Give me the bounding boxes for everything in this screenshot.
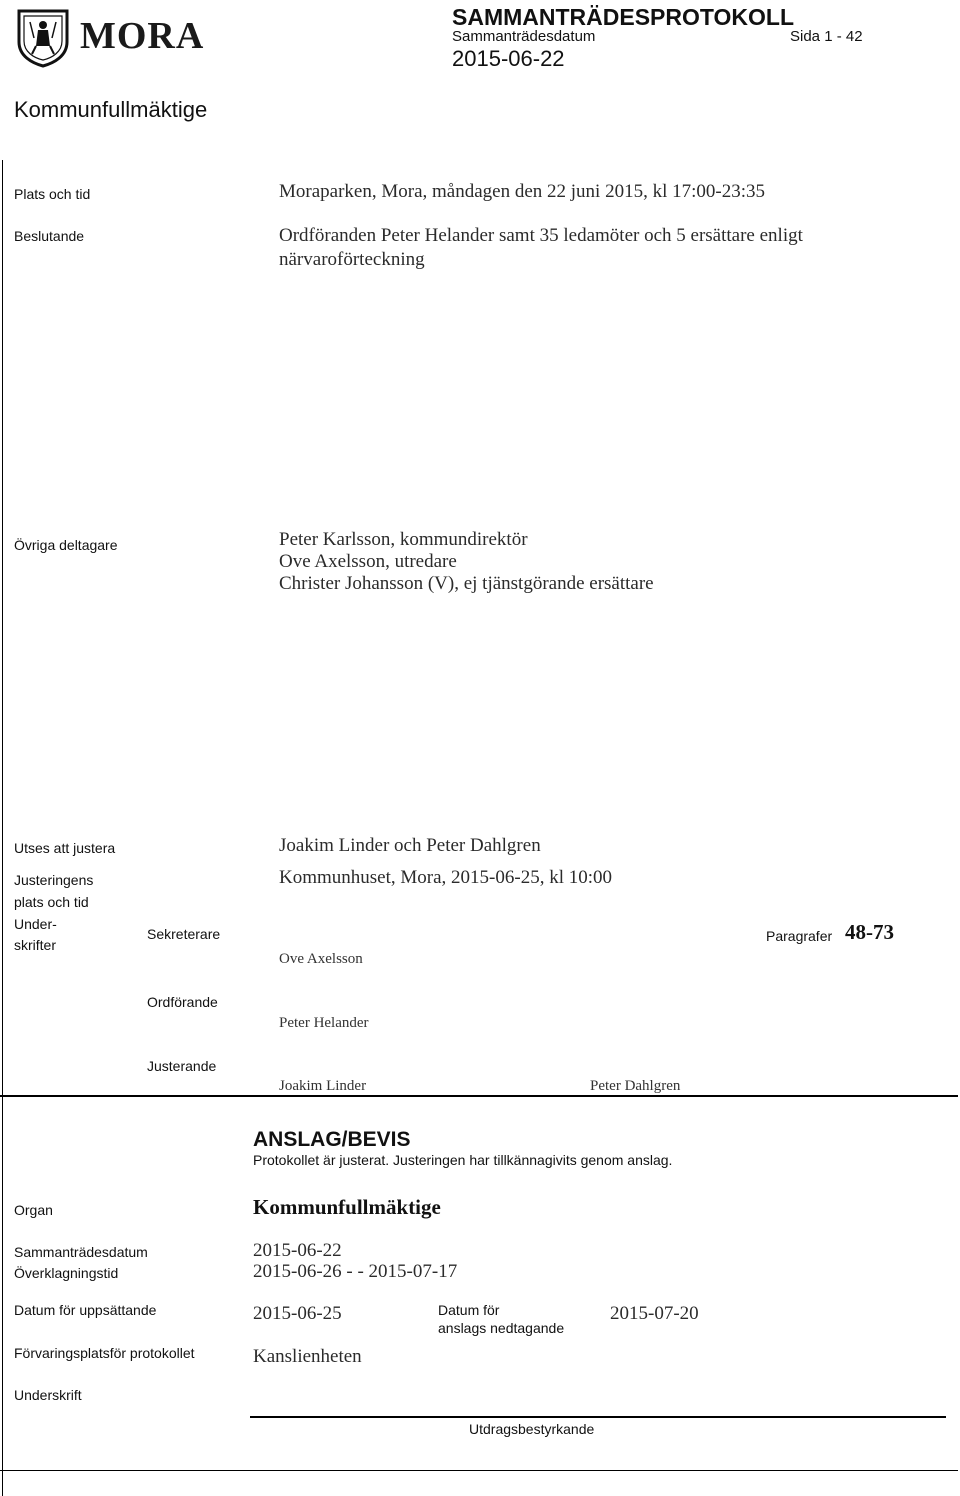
adjustment-place-value: Kommunhuset, Mora, 2015-06-25, kl 10:00: [279, 867, 613, 888]
place-time-label: Plats och tid: [14, 186, 91, 202]
storage-place-value: Kanslienheten: [253, 1346, 362, 1367]
meeting-date-label: Sammanträdesdatum: [452, 28, 596, 45]
justifiers-label: Justerande: [147, 1058, 217, 1074]
paragraphs-label: Paragrafer: [766, 928, 833, 944]
removal-date-value: 2015-07-20: [610, 1303, 699, 1324]
adjusters-value: Joakim Linder och Peter Dahlgren: [279, 835, 541, 856]
posting-date-value: 2015-06-25: [253, 1303, 342, 1324]
signature-line: [250, 1416, 946, 1418]
organ-label: Organ: [14, 1202, 53, 1218]
chair-name: Peter Helander: [279, 1015, 369, 1031]
posting-date-label: Datum för uppsättande: [14, 1302, 157, 1318]
adjusters-label: Utses att justera: [14, 840, 116, 856]
signature-label: Underskrift: [14, 1387, 82, 1403]
governing-body-title: Kommunfullmäktige: [14, 97, 208, 122]
secretary-name: Ove Axelsson: [279, 951, 363, 967]
meeting-date: 2015-06-22: [452, 46, 565, 71]
mora-logo-wordmark: MORA: [80, 15, 205, 57]
left-margin-rule: [2, 160, 3, 1496]
place-time-value: Moraparken, Mora, måndagen den 22 juni 2015, kl 17:00-23:35: [279, 181, 765, 202]
anslag-date-value: 2015-06-22: [253, 1240, 342, 1261]
mora-coat-of-arms-logo: [16, 8, 70, 68]
other-participant: Ove Axelsson, utredare: [279, 551, 457, 572]
appeal-period-label: Överklagningstid: [14, 1265, 119, 1281]
adjuster-name-2: Peter Dahlgren: [590, 1078, 681, 1094]
page-number: Sida 1 - 42: [790, 28, 863, 45]
other-participants-label: Övriga deltagare: [14, 537, 118, 553]
anslag-subtitle: Protokollet är justerat. Justeringen har tillkännagivits genom anslag.: [253, 1152, 673, 1168]
signatures-label-line-2: skrifter: [14, 937, 56, 953]
certified-extract-label: Utdragsbestyrkande: [469, 1421, 595, 1437]
removal-date-label-line-2: anslags nedtagande: [438, 1320, 565, 1336]
adjustment-place-label-line-1: Justeringens: [14, 872, 94, 888]
anslag-date-label: Sammanträdesdatum: [14, 1244, 148, 1260]
deciding-label: Beslutande: [14, 228, 85, 244]
appeal-period-value: 2015-06-26 - - 2015-07-17: [253, 1261, 458, 1282]
signature-section-rule: [0, 1095, 958, 1097]
paragraphs-value: 48-73: [845, 920, 894, 944]
adjuster-name-1: Joakim Linder: [279, 1078, 367, 1094]
chair-label: Ordförande: [147, 994, 218, 1010]
organ-value: Kommunfullmäktige: [253, 1195, 441, 1219]
deciding-value-line-2: närvaroförteckning: [279, 249, 425, 270]
bottom-rule: [0, 1470, 958, 1471]
storage-place-label: Förvaringsplatsför protokollet: [14, 1345, 195, 1361]
signatures-label-line-1: Under-: [14, 916, 57, 932]
other-participant: Peter Karlsson, kommundirektör: [279, 529, 528, 550]
removal-date-label-line-1: Datum för: [438, 1302, 500, 1318]
other-participant: Christer Johansson (V), ej tjänstgörande ersättare: [279, 573, 654, 594]
adjustment-place-label-line-2: plats och tid: [14, 894, 89, 910]
deciding-value-line-1: Ordföranden Peter Helander samt 35 ledamöter och 5 ersättare enligt: [279, 225, 803, 246]
document-type-title: SAMMANTRÄDESPROTOKOLL: [452, 4, 795, 30]
secretary-label: Sekreterare: [147, 926, 221, 942]
anslag-title: ANSLAG/BEVIS: [253, 1128, 411, 1151]
